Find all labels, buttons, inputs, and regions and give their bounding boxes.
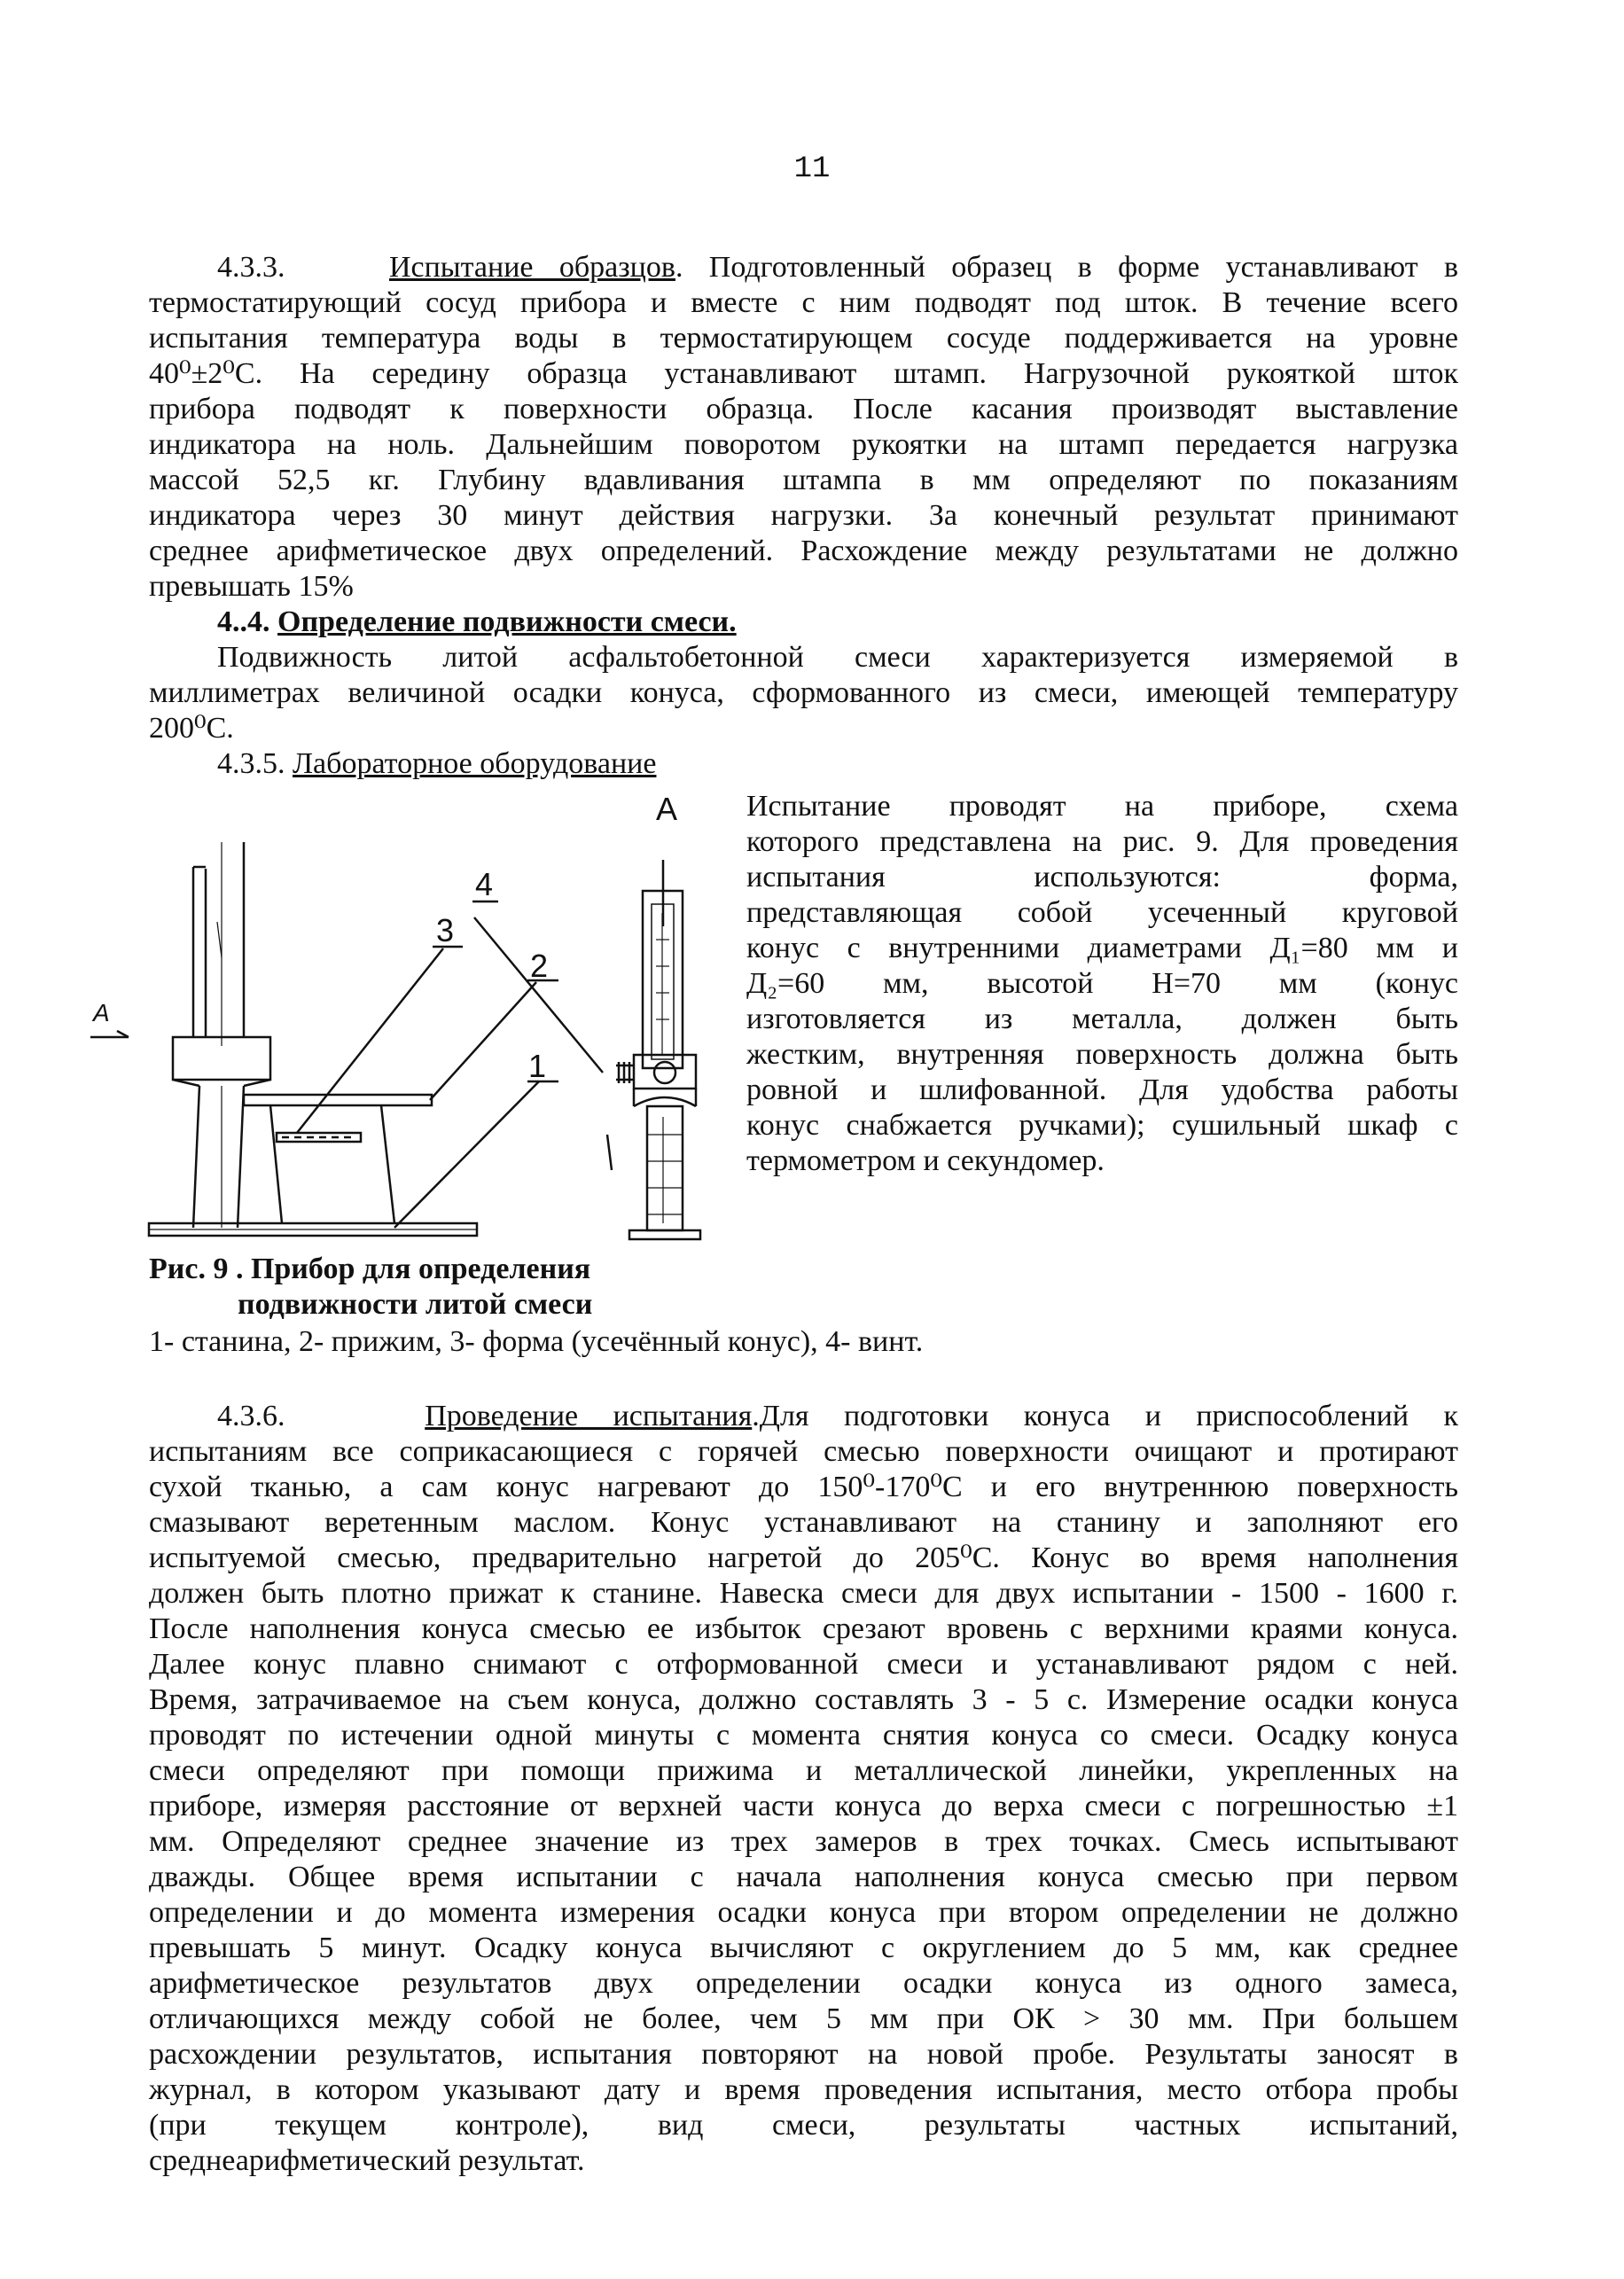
paragraph-line: смеси определяют при помощи прижима и металлической линейки, укрепленных на	[149, 1754, 1458, 1787]
section-4-3-3-heading-line	[217, 250, 1458, 285]
section-text: .Для подготовки конуса и приспособлений к	[752, 1400, 1459, 1432]
section-number: 4.3.3.	[217, 251, 285, 284]
paragraph-line: термостатирующий сосуд прибора и вместе с ним подводят под шток. В течение всего	[149, 286, 1458, 319]
paragraph-line: Время, затрачиваемое на съем конуса, должно составлять 3 - 5 с. Измерение осадки конуса	[149, 1683, 1458, 1716]
figure-description-last-line: термометром и секундомер.	[746, 1144, 1105, 1177]
part-label-3: 3	[436, 912, 455, 948]
apparatus-diagram	[80, 780, 736, 1259]
paragraph-line: испытуемой смесью, предварительно нагретой до 205⁰С. Конус во время наполнения	[149, 1541, 1458, 1574]
section-4-4-heading	[217, 605, 737, 640]
paragraph-line: отличающихся между собой не более, чем 5 мм при ОК > 30 мм. При большем	[149, 2002, 1458, 2035]
paragraph-last-line: превышать 15%	[149, 570, 354, 603]
figure-caption-line2: подвижности литой смеси	[238, 1288, 593, 1321]
paragraph-line: прибора подводят к поверхности образца. После касания производят выставление	[149, 393, 1458, 425]
paragraph-line: мм. Определяют среднее значение из трех замеров в трех точках. Смесь испытывают	[149, 1825, 1458, 1858]
paragraph-line: расхождении результатов, испытания повторяют на новой пробе. Результаты заносят в	[149, 2038, 1458, 2071]
paragraph-line: превышать 5 минут. Осадку конуса вычисляют с округлением до 5 мм, как среднее	[149, 1932, 1458, 1964]
paragraph-line: определении и до момента измерения осадки конуса при втором определении не должно	[149, 1896, 1458, 1929]
paragraph-line: испытаниям все соприкасающиеся с горячей смесью поверхности очищают и протирают	[149, 1435, 1458, 1468]
section-4-3-6-heading-line	[217, 1399, 1458, 1434]
paragraph-line: 40⁰±2⁰С. На середину образца устанавливают штамп. Нагрузочной рукояткой шток	[149, 357, 1458, 390]
figure-description-line: ровной и шлифованной. Для удобства работы	[746, 1073, 1458, 1106]
paragraph-line: массой 52,5 кг. Глубину вдавливания штампа в мм определяют по показаниям	[149, 464, 1458, 496]
paragraph-line: должен быть плотно прижат к станине. Навеска смеси для двух испытании - 1500 - 1600 г.	[149, 1577, 1458, 1610]
part-label-2: 2	[530, 948, 549, 984]
part-label-1: 1	[528, 1048, 547, 1084]
section-number: 4..4.	[217, 605, 270, 638]
paragraph-line: испытания температура воды в термостатирующем сосуде поддерживается на уровне	[149, 322, 1458, 355]
figure-description-line: конус с внутренними диаметрами Д₁=80 мм и	[746, 932, 1458, 964]
section-label-a-top: А	[656, 791, 678, 827]
paragraph-line: среднее арифметическое двух определений. Расхождение между результатами не должно	[149, 535, 1458, 567]
section-label-a-left: А	[93, 999, 110, 1026]
paragraph-line: индикатора на ноль. Дальнейшим поворотом рукоятки на штамп передается нагрузка	[149, 428, 1458, 461]
paragraph-last-line: 200⁰С.	[149, 712, 234, 745]
part-label-4: 4	[475, 866, 494, 902]
figure-description-line: изготовляется из металла, должен быть	[746, 1003, 1458, 1035]
figure-description-line: Д₂=60 мм, высотой Н=70 мм (конус	[746, 967, 1458, 1000]
figure-description-line: Испытание проводят на приборе, схема	[746, 790, 1458, 823]
section-4-3-5-heading	[217, 746, 656, 782]
paragraph-line: смазывают веретенным маслом. Конус устанавливают на станину и заполняют его	[149, 1506, 1458, 1539]
paragraph-line: сухой тканью, а сам конус нагревают до 150⁰-170⁰С и его внутреннюю поверхность	[149, 1471, 1458, 1503]
paragraph-line: (при текущем контроле), вид смеси, результаты частных испытаний,	[149, 2109, 1458, 2142]
paragraph-line: журнал, в котором указывают дату и время проведения испытания, место отбора пробы	[149, 2073, 1458, 2106]
paragraph-line: Далее конус плавно снимают с отформованной смеси и устанавливают рядом с ней.	[149, 1648, 1458, 1681]
section-number: 4.3.5.	[217, 747, 285, 780]
paragraph-line: Подвижность литой асфальтобетонной смеси характеризуется измеряемой в	[217, 641, 1458, 674]
figure-legend: 1- станина, 2- прижим, 3- форма (усечённый конус), 4- винт.	[149, 1325, 924, 1358]
leader-1	[394, 1081, 539, 1228]
section-title: Лабораторное оборудование	[293, 747, 657, 780]
section-title: Испытание образцов	[388, 251, 675, 284]
figure-caption-line1: Рис. 9 . Прибор для определения	[149, 1253, 591, 1285]
page-number: 11	[793, 152, 831, 186]
figure-description-line: представляющая собой усеченный круговой	[746, 896, 1458, 929]
figure-description-line: жестким, внутренняя поверхность должна быть	[746, 1038, 1458, 1071]
paragraph-line: арифметическое результатов двух определении осадки конуса из одного замеса,	[149, 1967, 1458, 2000]
paragraph-last-line: среднеарифметический результат.	[149, 2144, 585, 2177]
paragraph-line: индикатора через 30 минут действия нагрузки. За конечный результат принимают	[149, 499, 1458, 532]
figure-description-line: которого представлена на рис. 9. Для проведения	[746, 825, 1458, 858]
section-number: 4.3.6.	[217, 1400, 285, 1432]
figure-description-line: испытания используются: форма,	[746, 861, 1458, 894]
paragraph-line: проводят по истечении одной минуты с момента снятия конуса со смеси. Осадку конуса	[149, 1719, 1458, 1752]
section-title: Проведение испытания	[425, 1400, 753, 1432]
section-title: Определение подвижности смеси.	[277, 605, 737, 638]
figure-description-line: конус снабжается ручками); сушильный шкаф с	[746, 1109, 1458, 1142]
paragraph-line: дважды. Общее время испытании с начала наполнения конуса смесью при первом	[149, 1861, 1458, 1893]
leader-2	[430, 982, 536, 1100]
paragraph-line: После наполнения конуса смесью ее избыток срезают вровень с верхними краями конуса.	[149, 1612, 1458, 1645]
paragraph-line: миллиметрах величиной осадки конуса, сформованного из смеси, имеющей температуру	[149, 676, 1458, 709]
paragraph-line: приборе, измеряя расстояние от верхней части конуса до верха смеси с погрешностью ±1	[149, 1790, 1458, 1822]
section-text: . Подготовленный образец в форме устанавливают в	[675, 251, 1458, 284]
